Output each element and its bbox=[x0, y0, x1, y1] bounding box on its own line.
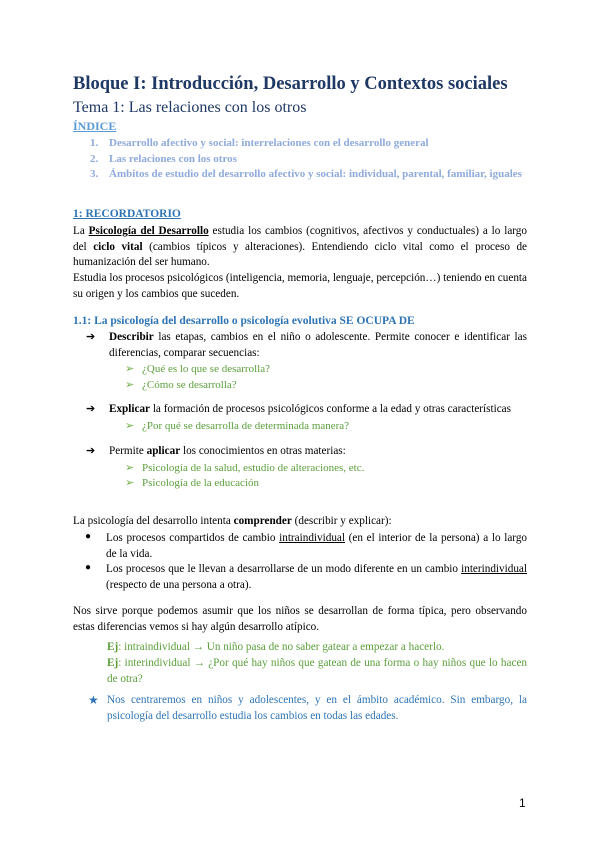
arrowhead-icon: ➢ bbox=[125, 363, 135, 376]
aplicar-subitems bbox=[86, 461, 527, 492]
example-interindividual: Ej: interindividual → ¿Por qué hay niños que gatean de una forma o hay niños que lo hacen de otra? bbox=[107, 657, 527, 685]
example-intraindividual: Ej: intraindividual → Un niño pasa de no saber gatear a empezar a hacerlo. bbox=[107, 641, 445, 653]
arrowhead-icon: ➢ bbox=[125, 378, 135, 391]
bullet-item: ● Los procesos que le llevan a desarrollarse de un modo diferente en un cambio interindividual (respecto de una persona a otra). bbox=[73, 562, 527, 593]
star-icon: ★ bbox=[88, 693, 99, 707]
topic-subtitle: Tema 1: Las relaciones con los otros bbox=[73, 99, 307, 116]
psicologia-desarrollo-term: Psicología del Desarrollo bbox=[88, 225, 209, 237]
sub-item: ➢ Psicología de la educación bbox=[125, 476, 527, 491]
describir-item: ➔ Describir las etapas, cambios en el niño o adolescente. Permite conocer e identificar las diferencias, comparar secuencias: bbox=[86, 330, 527, 361]
page-title: Bloque I: Introducción, Desarrollo y Contextos sociales bbox=[73, 74, 508, 94]
sub-item: ➢ ¿Qué es lo que se desarrolla? bbox=[125, 362, 527, 377]
sub-item: ➢ ¿Cómo se desarrolla? bbox=[125, 378, 527, 393]
recordatorio-paragraph-1: La Psicología del Desarrollo estudia los cambios (cognitivos, afectivos y conductuales) a lo largo del ciclo vital (cambios típicos y alteraciones). Entendiendo ciclo vital como el proceso de humanización del ser humano. bbox=[73, 225, 528, 269]
explicar-item: ➔ Explicar la formación de procesos psicológicos conforme a la edad y otras características bbox=[86, 402, 527, 418]
bullet-icon: ● bbox=[85, 562, 92, 574]
arrow-icon: ➔ bbox=[86, 331, 96, 343]
sub-item: ➢ ¿Por qué se desarrolla de determinada manera? bbox=[125, 419, 527, 434]
describir-subitems bbox=[86, 362, 527, 393]
sub-item: ➢ Psicología de la salud, estudio de alteraciones, etc. bbox=[125, 461, 527, 476]
index-item: 2. Las relaciones con los otros bbox=[90, 152, 237, 165]
arrowhead-icon: ➢ bbox=[125, 477, 135, 489]
index-item: 1. Desarrollo afectivo y social: interrelaciones con el desarrollo general bbox=[90, 137, 429, 149]
note-item: ★ Nos centraremos en niños y adolescentes, y en el ámbito académico. Sin embargo, la psicología del desarrollo estudia los cambios en todas las edades. bbox=[88, 693, 527, 724]
arrow-icon: ➔ bbox=[86, 403, 96, 415]
index-heading: ÍNDICE bbox=[73, 119, 117, 133]
section-1-1-heading: 1.1: La psicología del desarrollo o psicología evolutiva SE OCUPA DE bbox=[73, 315, 415, 327]
aplicar-item: ➔ Permite aplicar los conocimientos en otras materias: bbox=[86, 444, 527, 460]
recordatorio-heading: 1: RECORDATORIO bbox=[73, 208, 181, 220]
page-number: 1 bbox=[519, 796, 526, 810]
section-1-1-list bbox=[86, 330, 527, 491]
bullet-item: ● Los procesos compartidos de cambio intraindividual (en el interior de la persona) a lo largo de la vida. bbox=[73, 531, 527, 562]
recordatorio-paragraph-2: Estudia los procesos psicológicos (inteligencia, memoria, lenguaje, percepción…) teniendo en cuenta su origen y los cambios que suceden. bbox=[73, 272, 527, 300]
explicar-subitems bbox=[86, 419, 527, 434]
sirve-paragraph: Nos sirve porque podemos asumir que los niños se desarrollan de forma típica, pero observando estas diferencias vemos si hay algún desarrollo atípico. bbox=[73, 605, 527, 633]
arrowhead-icon: ➢ bbox=[125, 461, 135, 474]
index-item: 3. Ámbitos de estudio del desarrollo afectivo y social: individual, parental, familiar, iguales bbox=[90, 168, 522, 181]
bullet-icon: ● bbox=[85, 531, 92, 542]
comprender-bullets bbox=[73, 531, 527, 593]
comprender-intro: La psicología del desarrollo intenta comprender (describir y explicar): bbox=[73, 515, 392, 527]
arrowhead-icon: ➢ bbox=[125, 419, 135, 432]
arrow-icon: ➔ bbox=[86, 445, 96, 457]
index-list bbox=[90, 136, 526, 183]
ciclo-vital-term: ciclo vital bbox=[93, 240, 143, 253]
